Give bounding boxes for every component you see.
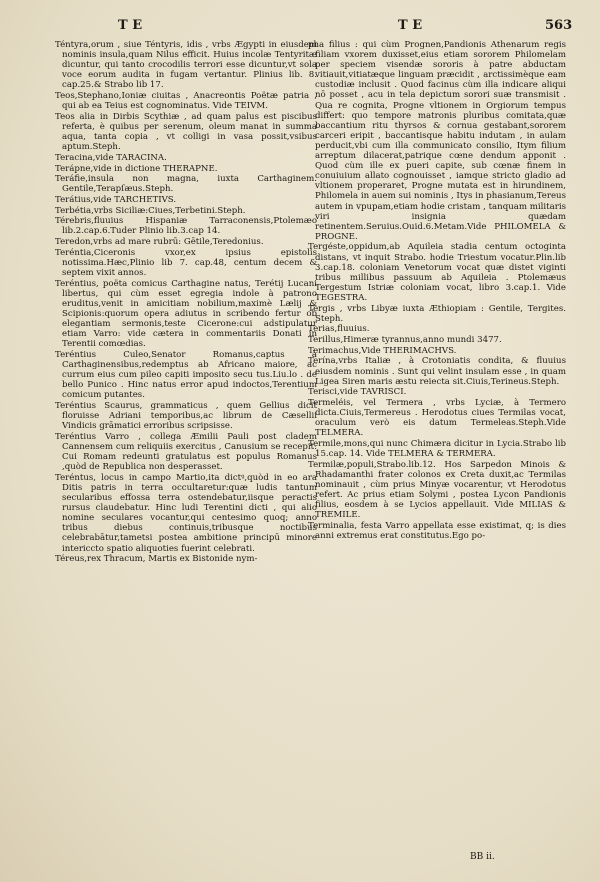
- dictionary-entry: Teos alia in Dirbis Scythiæ , ad quam palus est piscibus referta, è quibus per serenum, oleum manat in summa aqua, tanta copia , vt colligi in vasa possit,vsibus aptum.Steph.: [55, 111, 317, 153]
- dictionary-entry: Teréntius Culeo,Senator Romanus,captus à Carthaginensibus,redemptus ab Africano maiore, ac currum eius cum pileo capiti imposito secu tus.Liu.lo . de bello Punico . Hinc natus error apud indoctos,Terentium comicum putantes.: [55, 349, 317, 401]
- dictionary-entry: Terápne,vide in dictione THERAPNE.: [55, 163, 218, 174]
- dictionary-entry: Termeléis, vel Termera , vrbs Lyciæ, à Termero dicta.Ciuis,Termereus . Herodotus ciues Termilas vocat, oraculum verò eis datum Termeleas.Steph.Vide TELMERA.: [308, 398, 566, 439]
- dictionary-entry: Terimachus,Vide THERIMACHVS.: [308, 345, 457, 356]
- dictionary-entry: Teréntius, poëta comicus Carthagine natus, Terétij Lucani libertus, qui cùm esset egregia indole à patrono eruditus,venit in amicitiam nobilium,maximè Lælij & Scipionis:quorum opera adiutus in scribendo fertur ob elegantiam sermonis,teste Cicerone:cui adstipulatur etiam Varro: vide cætera in commentariis Donati in Terentii comœdias.: [55, 278, 317, 350]
- dictionary-entry: Terisci,vide TAVRISCI.: [308, 387, 407, 398]
- dictionary-entry: Teréntus, locus in campo Martio,ita dictꝰ,quòd in eo ara Ditis patris in terra occultaretur:quæ ludis tantum secularibus effossa terra ostendebatur,iisque peractis rursus claudebatur. Hinc ludi Terentini dicti , qui alio nomine seculares vocantur,qui centesimo quoq; anno tribus diebus continuis,tribusque noctibus celebrabātur,tametsi postea ambitione principū minore intericcto spatio aliquoties fuerint celebrati.: [55, 472, 317, 554]
- dictionary-entry: Teréntia,Ciceronis vxor,ex ipsius epistolis notissima.Hæc,Plinio lib 7. cap.48, centum decem & septem vixit annos.: [55, 247, 317, 278]
- dictionary-entry: Teréntius Scaurus, grammaticus , quem Gellius dicit floruisse Adriani temporibus,ac librum de Cæsellii Vindicis grāmatici erroribus scripsisse.: [55, 401, 317, 432]
- dictionary-entry: Teos,Stephano,Ioniæ ciuitas , Anacreontis Poëtæ patria , qui ab ea Teius est cognominatus. Vide TEIVM.: [55, 91, 317, 112]
- dictionary-entry: Tergéste,oppidum,ab Aquileia stadia centum octoginta distans, vt inquit Strabo. hodie Triestum vocatur.Plin.lib 3.cap.18. coloniam Venetorum vocat quæ distet viginti tribus millibus passuum ab Aquileia . Ptolemæus Tergestum Istriæ coloniam vocat, libro 3.cap.1. Vide TEGESTRA.: [308, 242, 566, 303]
- dictionary-entry: Terillus,Himeræ tyrannus,anno mundi 3477.: [308, 335, 502, 346]
- header-left-letters: T E: [118, 18, 143, 33]
- dictionary-entry: Teracina,vide TARACINA.: [55, 152, 167, 163]
- left-column: [55, 40, 317, 565]
- dictionary-entry: Téntyra,orum , siue Téntyris, idis , vrbs Ægypti in eiusdem nominis insula,quam Nilus efficit. Huius incolæ Tentyritæ dicuntur, qui tanto crocodilis terrori esse dicuntur,vt sola voce eorum audita in fugam vertantur. Plinius lib. 8. cap.25.& Strabo lib 17.: [55, 40, 317, 91]
- dictionary-entry: Teréntius Varro , collega Æmilii Pauli post cladem Cannensem cum reliquiis exercitus , Canusium se recepit: Cui Romam redeunti gratulatus est populus Romanus ,quòd de Republica non desperasset.: [55, 431, 317, 473]
- dictionary-entry: Terias,fluuius.: [308, 324, 370, 335]
- dictionary-entry: Termilæ,populi,Strabo.lib.12. Hos Sarpedon Minois & Rhadamanthi frater colonos ex Creta duxit,ac Termilas nominauit , cùm prius Minyæ vocarentur, vt Herodotus refert. Ac prius etiam Solymi , postea Lycon Pandionis filius, eosdem à se Lycios appellauit. Vide MILIAS & TREMILE.: [308, 459, 566, 521]
- dictionary-entry: Terminalia, festa Varro appellata esse existimat, q; is dies anni extremus erat constitutus.Ego po-: [308, 520, 566, 542]
- dictionary-entry: Térebris,fluuius Hispaniæ Tarraconensis,Ptolemæo lib.2.cap.6.Tuder Plinio lib.3.cap 14.: [55, 216, 317, 237]
- dictionary-entry: Terátius,vide TARCHETIVS.: [55, 194, 177, 205]
- catchword: BB ii.: [470, 852, 495, 862]
- dictionary-entry: Terína,vrbs Italiæ , à Crotoniatis condita, & fluuius eiusdem nominis . Sunt qui velint insulam esse , in quam Ligea Siren maris æstu reiecta sit.Ciuis,Terineus.Steph.: [308, 356, 566, 387]
- dictionary-entry: Téreus,rex Thracum, Martis ex Bistonide nym-: [55, 554, 258, 565]
- header-right-letters: T E: [398, 18, 423, 33]
- dictionary-entry: pha filius : qui cùm Prognen,Pandionis Athenarum regis filiam vxorem duxisset,eius etiam sororem Philomelam per speciem visendæ sororis à patre abductam vitiauit,vitiatæque linguam præcidit , arctissimèque eam custodiæ inclusit . Quod facinus cùm illa indicare aliqui nō posset , acu in tela depictum sorori suæ transmisit . Qua re cognita, Progne vltionem in Orgiorum tempus differt: quo tempore matronis pluribus comitata,quæ baccantium ritu thyrsos & cornua gestabant,sororem carceri eripit , baccantisque habitu indutam , in aulam perducit,vbi cum illa communicato consilio, Itym filium arreptum dilacerat,patrique cœne dendum apponit . Quod cùm ille ex pueri capite, sub cœnæ finem in conuiuium allato cognouisset , iamque stricto gladio ad vltionem properaret, Progne mutata est in hirundinem, Philomela in auem sui nominis , Itys in phasianum,Tereus autem in vpupam,etiam hodie cristam , tanquam militaris viri insignia quædam retinentem.Seruius.Ouid.6.Metam.Vide PHILOMELA & PROGNE.: [308, 40, 566, 242]
- running-header: [0, 18, 600, 38]
- dictionary-entry: Teredon,vrbs ad mare rubrū: Gētile,Teredonius.: [55, 237, 264, 248]
- dictionary-entry: Teráfie,insula non magna, iuxta Carthaginem. Gentile,Terapſæus.Steph.: [55, 174, 317, 195]
- dictionary-entry: Terbétia,vrbs Siciliæ:Ciues,Terbetini.Steph.: [55, 205, 246, 216]
- dictionary-entry: Tergis , vrbs Libyæ iuxta Æthiopiam : Gentile, Tergites. Steph.: [308, 303, 566, 324]
- right-column: [308, 40, 566, 542]
- page-number: 563: [545, 18, 573, 33]
- dictionary-entry: Termile,mons,qui nunc Chimæra dicitur in Lycia.Strabo lib 15.cap. 14. Vide TELMERA & TERMERA.: [308, 439, 566, 460]
